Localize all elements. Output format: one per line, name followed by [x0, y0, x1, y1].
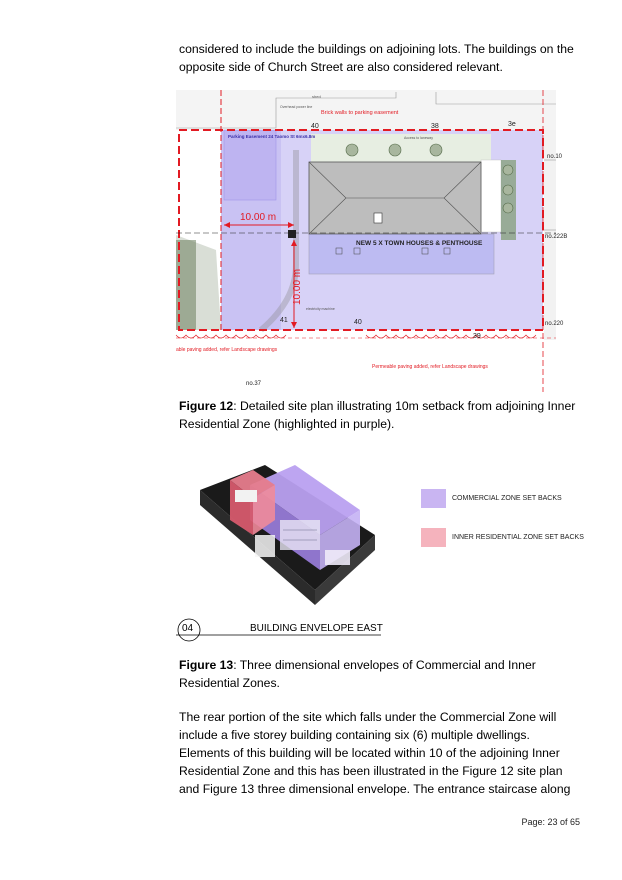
body-paragraph: The rear portion of the site which falls under the Commercial Zone will include a five storey building containing six (6) multiple dwellings. Elements of this building will be located within 10 of the adjoining Inner Residential Zone and this has been illustrated in the Figure 12 site plan and Figure 13 three dimensional envelope. The entrance staircase along — [179, 710, 571, 796]
lot-number-39: 39 — [473, 333, 481, 340]
legend-swatch-residential — [421, 528, 446, 547]
setback-vertical-label: 10.00 m — [292, 268, 303, 305]
figure12-caption — [179, 397, 584, 433]
legend-label-commercial: COMMERCIAL ZONE SET BACKS — [452, 495, 562, 502]
section-title: BUILDING ENVELOPE EAST — [250, 623, 383, 634]
lot-no37-label: no.37 — [246, 381, 262, 387]
paving-left-label: able paving added, refer Landscape drawings — [176, 347, 278, 353]
electricity-label: electricity machine — [306, 307, 335, 311]
figure13-caption-text: : Three dimensional envelopes of Commercial and Inner Residential Zones. — [179, 658, 536, 690]
parking-easement-label: Parking Easement 24 Taomo St 6mx6.8m — [228, 134, 316, 139]
townhouses-label: NEW 5 X TOWN HOUSES & PENTHOUSE — [356, 240, 483, 247]
setback-horizontal-label: 10.00 m — [240, 212, 277, 223]
paving-right-label: Permeable paving added, refer Landscape drawings — [372, 364, 488, 370]
figure12-caption-text: : Detailed site plan illustrating 10m setback from adjoining Inner Residential Zone (highlighted in purple). — [179, 399, 576, 431]
lot-number-3e: 3e — [508, 121, 516, 128]
lot-no222b-label: no.222B — [545, 234, 568, 240]
page-number: Page: 23 of 65 — [521, 817, 580, 827]
lot-number-38: 38 — [431, 123, 439, 130]
shed-label: shed — [312, 94, 321, 99]
envelope-3d-figure — [195, 450, 395, 610]
lot-number-40-bottom: 40 — [354, 319, 362, 326]
intro-paragraph: considered to include the buildings on adjoining lots. The buildings on the opposite side of Church Street are also considered relevant. — [179, 42, 574, 74]
legend-label-residential: INNER RESIDENTIAL ZONE SET BACKS — [452, 534, 584, 541]
overhead-power-label: Overhead power line — [280, 105, 313, 109]
brick-walls-label: Brick walls to parking easement — [321, 110, 399, 116]
lot-number-40-top: 40 — [311, 123, 319, 130]
access-laneway-label: Access to laneway — [404, 136, 433, 140]
lot-number-41: 41 — [280, 317, 288, 324]
lot-no220-label: no.220 — [545, 321, 564, 327]
figure13-caption-label: Figure 13 — [179, 658, 234, 672]
figure12-caption-label: Figure 12 — [179, 399, 234, 413]
lot-no10-label: no.10 — [547, 154, 563, 160]
legend-swatch-commercial — [421, 489, 446, 508]
figure13-caption — [179, 656, 584, 692]
section-number: 04 — [182, 623, 194, 634]
site-plan-figure — [176, 90, 568, 392]
